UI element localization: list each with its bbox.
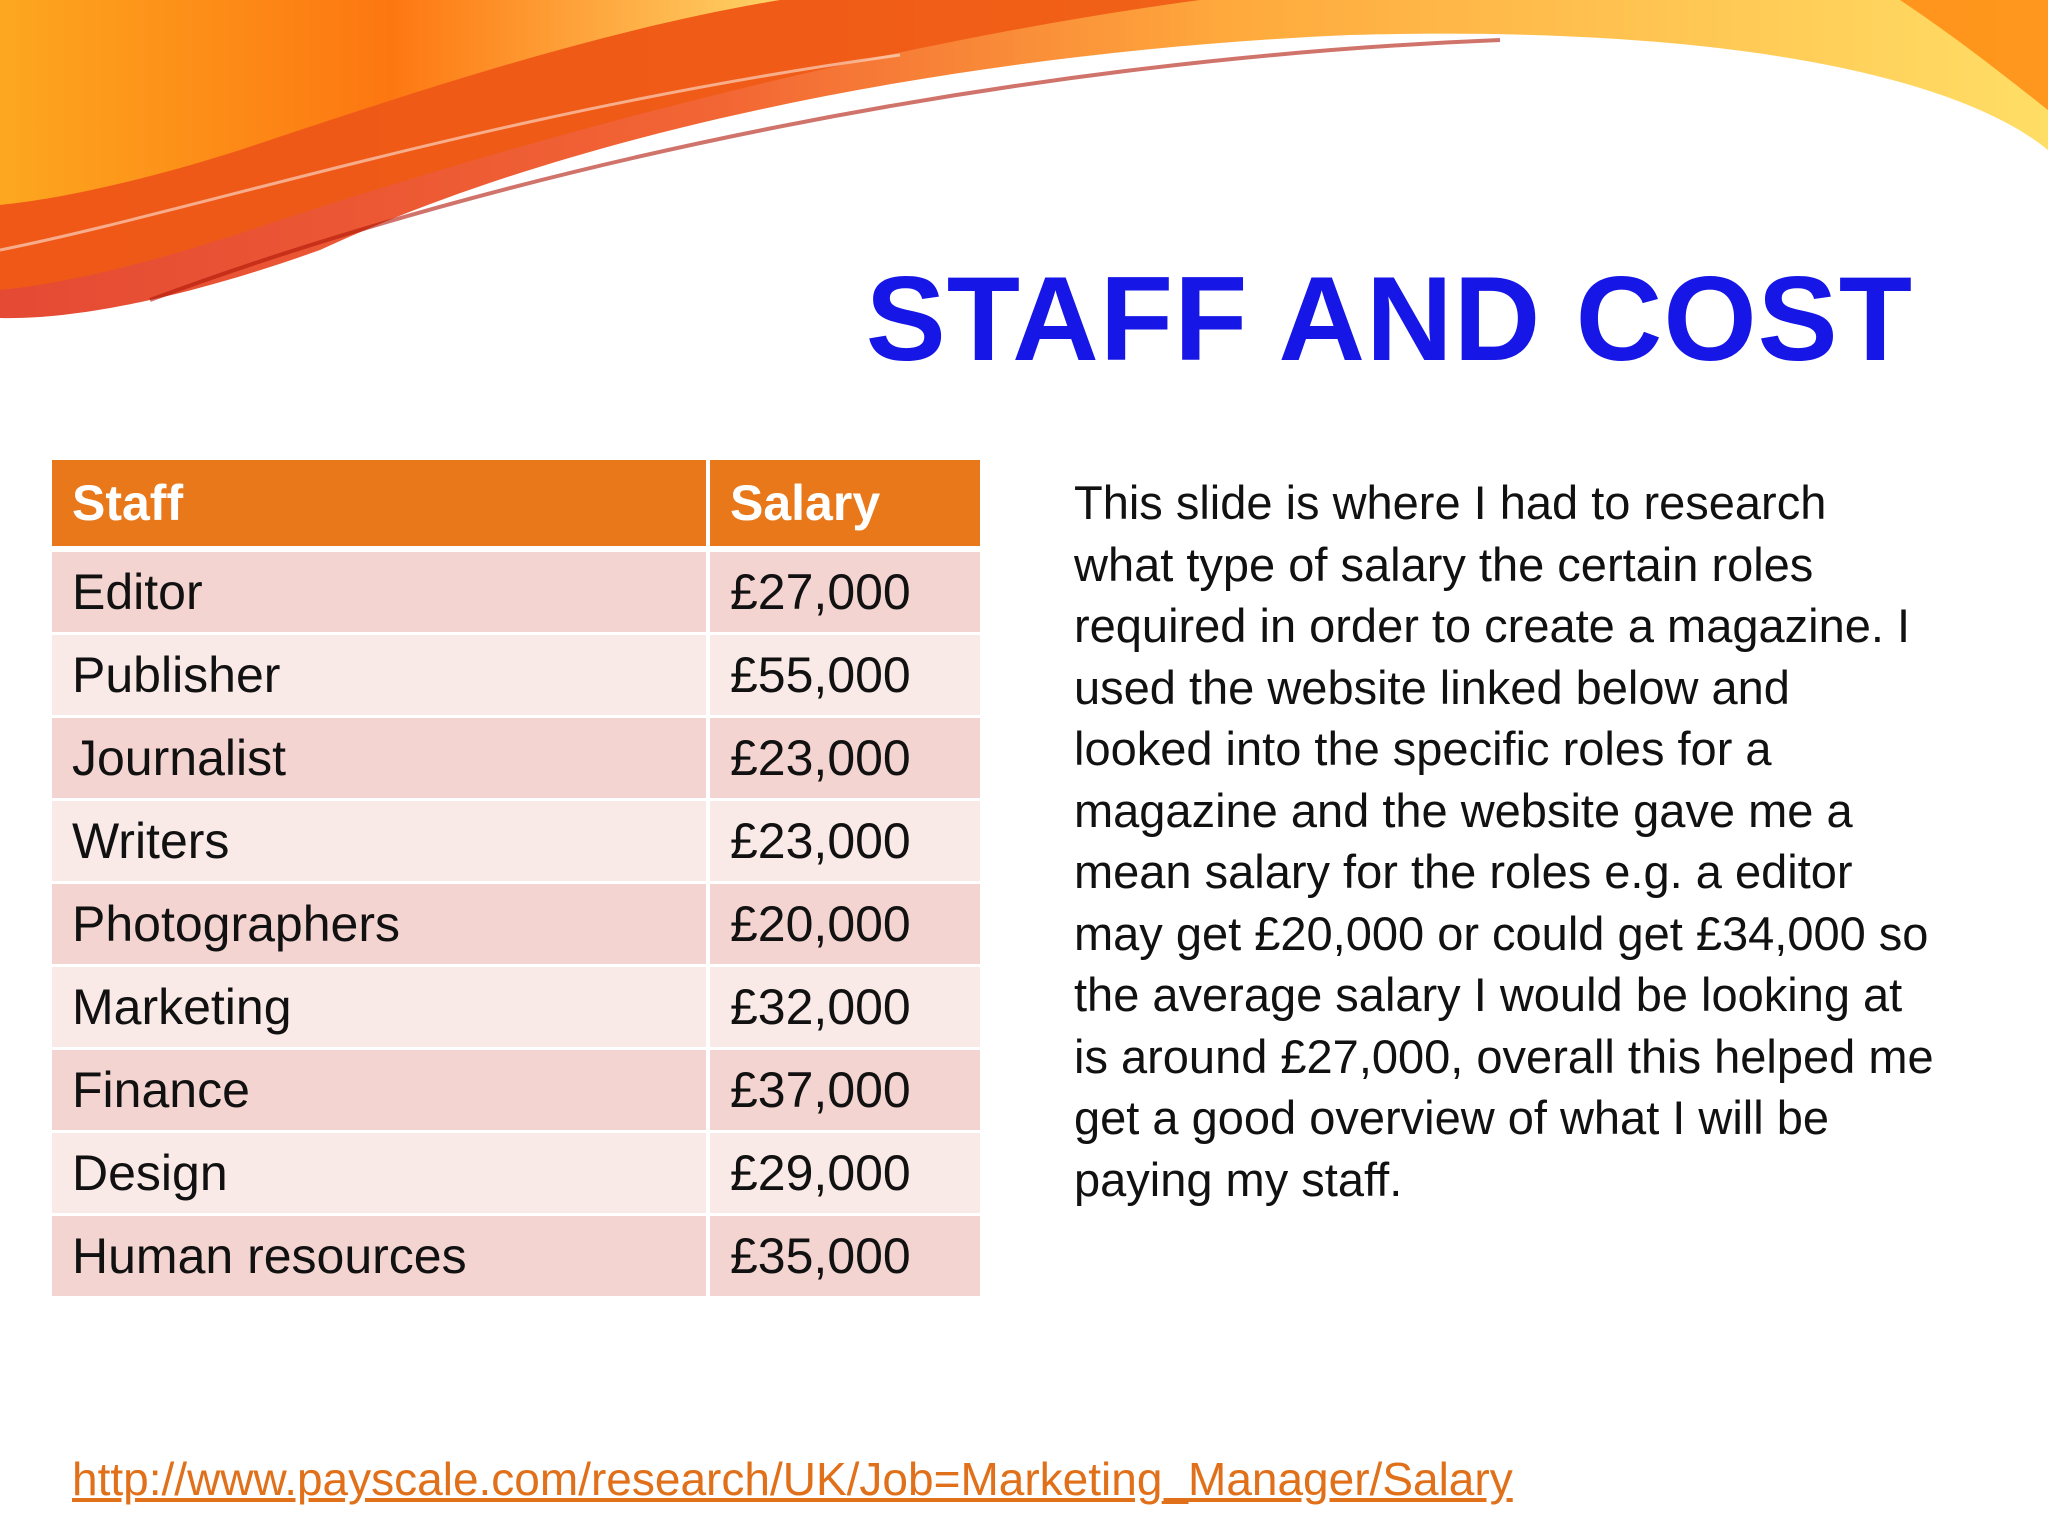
salary-cell: £55,000	[706, 635, 980, 718]
staff-cell: Writers	[52, 801, 706, 884]
salary-cell: £32,000	[706, 967, 980, 1050]
staff-cell: Journalist	[52, 718, 706, 801]
salary-cell: £37,000	[706, 1050, 980, 1133]
salary-cell: £27,000	[706, 552, 980, 635]
table-row	[52, 967, 980, 1050]
header-staff: Staff	[52, 460, 706, 552]
staff-cell: Editor	[52, 552, 706, 635]
header-salary: Salary	[706, 460, 980, 552]
staff-cell: Finance	[52, 1050, 706, 1133]
source-link[interactable]: http://www.payscale.com/research/UK/Job=Marketing_Manager/Salary	[72, 1453, 1513, 1505]
staff-cell: Publisher	[52, 635, 706, 718]
table-row	[52, 718, 980, 801]
salary-table	[52, 460, 980, 1299]
staff-cell: Marketing	[52, 967, 706, 1050]
staff-cell: Photographers	[52, 884, 706, 967]
table-row	[52, 1050, 980, 1133]
table-row	[52, 1133, 980, 1216]
slide-title: STAFF AND COST	[865, 252, 1913, 386]
salary-cell: £23,000	[706, 718, 980, 801]
staff-cell: Human resources	[52, 1216, 706, 1299]
salary-cell: £20,000	[706, 884, 980, 967]
table-row	[52, 635, 980, 718]
salary-cell: £35,000	[706, 1216, 980, 1299]
table-header-row	[52, 460, 980, 552]
table-row	[52, 884, 980, 967]
table-row	[52, 801, 980, 884]
salary-cell: £29,000	[706, 1133, 980, 1216]
table-row	[52, 552, 980, 635]
staff-cell: Design	[52, 1133, 706, 1216]
description-text: This slide is where I had to research what type of salary the certain roles required in order to create a magazine. I used the website linked below and looked into the specific roles for a magazine and the website gave me a mean salary for the roles e.g. a editor may get £20,000 or could get £34,000 so the average salary I would be looking at is around £27,000, overall this helped me get a good overview of what I will be paying my staff.	[1074, 476, 1934, 1206]
salary-cell: £23,000	[706, 801, 980, 884]
table-row	[52, 1216, 980, 1299]
